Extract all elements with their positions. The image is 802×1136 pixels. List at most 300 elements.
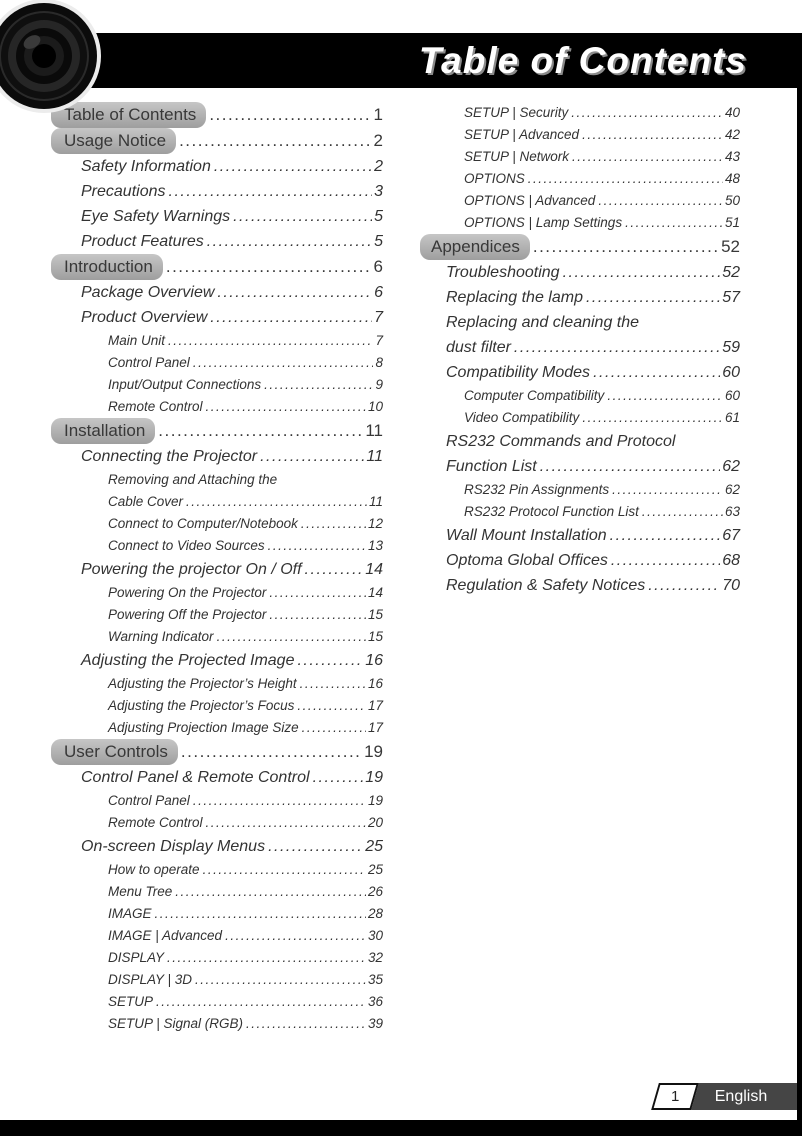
toc-entry-row bbox=[49, 374, 383, 396]
toc-entry-pill bbox=[108, 969, 192, 991]
dot-leader bbox=[214, 154, 372, 179]
toc-entry-pill bbox=[464, 212, 622, 234]
toc-entry[interactable] bbox=[49, 557, 383, 582]
toc-entry-pill bbox=[108, 513, 298, 535]
page-edge-right bbox=[797, 33, 802, 1136]
toc-entry-row bbox=[49, 812, 383, 834]
toc-entry[interactable] bbox=[420, 360, 740, 385]
toc-entry-row bbox=[420, 407, 740, 429]
toc-entry[interactable] bbox=[49, 790, 383, 812]
toc-entry-page: 25 bbox=[365, 838, 383, 855]
dot-leader bbox=[193, 352, 374, 374]
toc-entry[interactable] bbox=[49, 469, 383, 513]
toc-entry-page: 62 bbox=[722, 458, 740, 475]
dot-leader bbox=[540, 454, 720, 479]
dot-leader bbox=[156, 991, 366, 1013]
toc-entry-pill bbox=[81, 648, 294, 673]
toc-entry[interactable] bbox=[49, 418, 383, 444]
toc-entry-page: 11 bbox=[366, 448, 383, 465]
toc-entry-page: 63 bbox=[724, 504, 740, 519]
toc-entry[interactable] bbox=[49, 128, 383, 154]
toc-entry-page: 5 bbox=[374, 208, 383, 225]
dot-leader bbox=[158, 418, 363, 443]
toc-entry[interactable] bbox=[49, 812, 383, 834]
dot-leader bbox=[297, 648, 363, 673]
toc-entry-row bbox=[49, 254, 383, 280]
toc-entry-page: 7 bbox=[375, 333, 383, 348]
projector-lens-photo bbox=[0, 0, 125, 130]
toc-entry[interactable] bbox=[49, 739, 383, 765]
toc-entry-label-line1: Removing and Attaching the bbox=[108, 472, 278, 487]
toc-entry-page: 13 bbox=[367, 538, 383, 553]
toc-entry-label: Connecting the Projector bbox=[81, 448, 258, 465]
toc-entry-pill bbox=[108, 925, 222, 947]
toc-entry-row bbox=[420, 548, 740, 573]
dot-leader bbox=[175, 881, 366, 903]
dot-leader bbox=[297, 695, 366, 717]
toc-entry[interactable] bbox=[49, 204, 383, 229]
toc-entry[interactable] bbox=[49, 582, 383, 604]
toc-entry-label: Control Panel bbox=[108, 793, 190, 808]
dot-leader bbox=[168, 330, 373, 352]
footer-page-number bbox=[651, 1083, 699, 1110]
toc-entry-page: 40 bbox=[724, 105, 740, 120]
toc-entry-label: Input/Output Connections bbox=[108, 377, 262, 392]
toc-entry-page: 57 bbox=[722, 289, 740, 306]
toc-entry-pill bbox=[81, 179, 166, 204]
toc-entry[interactable] bbox=[420, 501, 740, 523]
dot-leader bbox=[225, 925, 366, 947]
toc-entry-pill bbox=[108, 790, 190, 812]
toc-entry[interactable] bbox=[420, 124, 740, 146]
toc-entry-row bbox=[420, 146, 740, 168]
toc-entry[interactable] bbox=[49, 695, 383, 717]
toc-entry-label: Adjusting the Projector’s Height bbox=[108, 676, 297, 691]
toc-entry-page: 19 bbox=[365, 769, 383, 786]
footer-language-badge: English bbox=[685, 1083, 797, 1110]
toc-entry[interactable] bbox=[49, 374, 383, 396]
toc-entry-label: IMAGE | Advanced bbox=[108, 928, 223, 943]
dot-leader bbox=[209, 102, 371, 127]
toc-entry-row bbox=[49, 179, 383, 204]
toc-entry-label: Computer Compatibility bbox=[464, 388, 605, 403]
toc-entry-label: Usage Notice bbox=[64, 131, 167, 150]
toc-entry-pill bbox=[51, 418, 155, 444]
toc-entry-label: Table of Contents bbox=[64, 105, 197, 124]
toc-entry-pill bbox=[108, 626, 214, 648]
toc-entry-pill bbox=[464, 479, 609, 501]
toc-entry-pill bbox=[420, 234, 530, 260]
toc-entry[interactable] bbox=[49, 903, 383, 925]
toc-entry-pill bbox=[51, 128, 176, 154]
toc-entry[interactable] bbox=[420, 548, 740, 573]
toc-entry-page: 5 bbox=[374, 233, 383, 250]
toc-entry-page: 15 bbox=[367, 629, 383, 644]
toc-entry[interactable] bbox=[49, 513, 383, 535]
toc-entry-label-line1: Replacing and cleaning the bbox=[446, 314, 640, 331]
dot-leader bbox=[514, 335, 720, 360]
toc-entry-row bbox=[49, 673, 383, 695]
toc-entry-row bbox=[49, 991, 383, 1013]
dot-leader bbox=[186, 491, 367, 513]
toc-entry-page: 11 bbox=[365, 421, 383, 440]
toc-entry-label: DISPLAY bbox=[108, 950, 165, 965]
toc-entry-label: Troubleshooting bbox=[446, 264, 560, 281]
toc-entry[interactable] bbox=[49, 254, 383, 280]
toc-entry[interactable] bbox=[420, 190, 740, 212]
toc-entry[interactable] bbox=[49, 626, 383, 648]
dot-leader bbox=[268, 834, 363, 859]
toc-entry-label: Connect to Video Sources bbox=[108, 538, 265, 553]
toc-entry[interactable] bbox=[49, 604, 383, 626]
toc-entry-row bbox=[420, 212, 740, 234]
toc-entry-pill bbox=[464, 501, 639, 523]
toc-entry-row bbox=[420, 523, 740, 548]
toc-entry-pill bbox=[464, 407, 579, 429]
toc-entry[interactable] bbox=[49, 991, 383, 1013]
toc-entry[interactable] bbox=[420, 212, 740, 234]
toc-entry[interactable] bbox=[420, 310, 740, 360]
toc-entry-pill bbox=[108, 947, 164, 969]
page-edge-bottom bbox=[0, 1120, 802, 1136]
toc-entry-pill bbox=[51, 739, 178, 765]
toc-entry-label: Video Compatibility bbox=[464, 410, 580, 425]
toc-entry[interactable] bbox=[49, 305, 383, 330]
toc-entry-page: 15 bbox=[367, 607, 383, 622]
toc-entry[interactable] bbox=[420, 234, 740, 260]
toc-entry-row bbox=[420, 190, 740, 212]
toc-entry-row bbox=[49, 535, 383, 557]
toc-entry-pill bbox=[81, 765, 310, 790]
toc-entry-pill bbox=[81, 154, 211, 179]
toc-entry-row bbox=[49, 717, 383, 739]
toc-entry[interactable] bbox=[49, 330, 383, 352]
toc-entry[interactable] bbox=[49, 1013, 383, 1035]
toc-entry[interactable] bbox=[49, 673, 383, 695]
toc-entry-page: 16 bbox=[367, 676, 383, 691]
dot-leader bbox=[260, 444, 364, 469]
toc-entry-label: Safety Information bbox=[81, 158, 211, 175]
dot-leader bbox=[533, 234, 719, 259]
toc-entry[interactable] bbox=[49, 280, 383, 305]
toc-entry-page: 16 bbox=[365, 652, 383, 669]
toc-entry-page: 19 bbox=[367, 793, 383, 808]
toc-entry[interactable] bbox=[49, 969, 383, 991]
toc-entry-pill bbox=[464, 190, 595, 212]
toc-entry[interactable] bbox=[420, 407, 740, 429]
toc-entry-row bbox=[49, 280, 383, 305]
toc-entry-pill bbox=[51, 254, 163, 280]
toc-entry-row bbox=[420, 479, 740, 501]
toc-entry-label: Powering the projector On / Off bbox=[81, 561, 302, 578]
toc-entry-page: 60 bbox=[722, 364, 740, 381]
toc-entry-row bbox=[420, 385, 740, 407]
toc-entry-pill bbox=[464, 168, 525, 190]
toc-entry-pill bbox=[108, 991, 153, 1013]
toc-entry-row bbox=[420, 573, 740, 598]
dot-leader bbox=[582, 124, 723, 146]
dot-leader bbox=[181, 739, 362, 764]
toc-entry-pill bbox=[108, 1013, 243, 1035]
dot-leader bbox=[607, 385, 723, 407]
toc-entry-row bbox=[49, 626, 383, 648]
toc-entry[interactable] bbox=[420, 523, 740, 548]
page-title: Table of Contents bbox=[418, 40, 747, 81]
toc-entry[interactable] bbox=[49, 834, 383, 859]
dot-leader bbox=[300, 673, 366, 695]
toc-entry-pill bbox=[81, 557, 302, 582]
toc-entry[interactable] bbox=[420, 260, 740, 285]
toc-entry-page: 3 bbox=[374, 183, 383, 200]
toc-entry-row bbox=[49, 154, 383, 179]
toc-entry[interactable] bbox=[49, 881, 383, 903]
toc-entry-pill bbox=[446, 454, 537, 479]
dot-leader bbox=[217, 280, 372, 305]
dot-leader bbox=[313, 765, 364, 790]
toc-entry-page: 43 bbox=[724, 149, 740, 164]
dot-leader bbox=[246, 1013, 366, 1035]
projector-lens-graphic bbox=[0, 0, 125, 130]
toc-entry-page: 42 bbox=[724, 127, 740, 142]
toc-entry-label: User Controls bbox=[64, 742, 168, 761]
dot-leader bbox=[593, 360, 720, 385]
toc-entry-page: 19 bbox=[364, 742, 383, 761]
toc-entry-page: 9 bbox=[375, 377, 383, 392]
footer bbox=[655, 1083, 797, 1110]
toc-entry-label: RS232 Pin Assignments bbox=[464, 482, 610, 497]
dot-leader bbox=[586, 285, 720, 310]
toc-entry[interactable] bbox=[49, 947, 383, 969]
toc-entry-row bbox=[420, 285, 740, 310]
toc-entry[interactable] bbox=[49, 717, 383, 739]
toc-entry-page: 62 bbox=[724, 482, 740, 497]
toc-columns bbox=[49, 102, 740, 1035]
toc-entry-pill bbox=[108, 352, 190, 374]
toc-entry-pill bbox=[464, 102, 568, 124]
toc-entry-row bbox=[49, 557, 383, 582]
dot-leader bbox=[572, 146, 723, 168]
toc-entry-label: Product Overview bbox=[81, 309, 208, 326]
toc-entry-page: 8 bbox=[375, 355, 383, 370]
dot-leader bbox=[582, 407, 723, 429]
toc-entry-page: 61 bbox=[724, 410, 740, 425]
toc-entry[interactable] bbox=[49, 535, 383, 557]
toc-entry[interactable] bbox=[49, 179, 383, 204]
toc-entry-pill bbox=[108, 859, 200, 881]
toc-entry-row bbox=[49, 396, 383, 418]
toc-column-right bbox=[420, 102, 740, 1035]
toc-entry-row bbox=[49, 695, 383, 717]
toc-entry-page: 20 bbox=[367, 815, 383, 830]
toc-entry[interactable] bbox=[49, 352, 383, 374]
toc-entry-pill bbox=[446, 360, 590, 385]
toc-entry-page: 32 bbox=[367, 950, 383, 965]
dot-leader bbox=[612, 479, 723, 501]
toc-entry-page: 39 bbox=[367, 1016, 383, 1031]
dot-leader bbox=[155, 903, 366, 925]
toc-entry-label: Powering On the Projector bbox=[108, 585, 267, 600]
toc-entry-pill bbox=[81, 229, 204, 254]
toc-entry-row bbox=[420, 454, 740, 479]
toc-entry-label: Menu Tree bbox=[108, 884, 173, 899]
dot-leader bbox=[610, 523, 721, 548]
toc-entry-label: SETUP | Advanced bbox=[464, 127, 580, 142]
toc-entry-page: 14 bbox=[365, 561, 383, 578]
dot-leader bbox=[269, 582, 366, 604]
toc-entry-label: Warning Indicator bbox=[108, 629, 214, 644]
toc-entry[interactable] bbox=[49, 648, 383, 673]
toc-entry-label: Adjusting the Projected Image bbox=[81, 652, 295, 669]
toc-entry-row bbox=[420, 168, 740, 190]
toc-entry-page: 17 bbox=[367, 698, 383, 713]
toc-entry[interactable] bbox=[49, 154, 383, 179]
toc-entry-pill bbox=[81, 444, 257, 469]
toc-entry[interactable] bbox=[49, 859, 383, 881]
toc-entry-page: 60 bbox=[724, 388, 740, 403]
toc-entry-row bbox=[420, 360, 740, 385]
toc-entry-label: Appendices bbox=[431, 237, 520, 256]
dot-leader bbox=[625, 212, 723, 234]
dot-leader bbox=[571, 102, 723, 124]
toc-entry-page: 7 bbox=[374, 309, 383, 326]
toc-entry-pill bbox=[464, 146, 569, 168]
toc-entry-label: Eye Safety Warnings bbox=[81, 208, 231, 225]
toc-entry-pill bbox=[108, 374, 261, 396]
toc-entry-label: Optoma Global Offices bbox=[446, 552, 608, 569]
toc-entry-row bbox=[420, 234, 740, 260]
toc-entry[interactable] bbox=[420, 285, 740, 310]
toc-entry-row bbox=[49, 947, 383, 969]
toc-entry-row bbox=[49, 969, 383, 991]
dot-leader bbox=[269, 604, 366, 626]
toc-entry-row bbox=[49, 739, 383, 765]
toc-entry[interactable] bbox=[420, 385, 740, 407]
toc-entry-row bbox=[49, 903, 383, 925]
toc-entry[interactable] bbox=[49, 229, 383, 254]
dot-leader bbox=[179, 128, 371, 153]
toc-entry[interactable] bbox=[420, 573, 740, 598]
toc-entry[interactable] bbox=[420, 146, 740, 168]
toc-entry-row bbox=[49, 834, 383, 859]
toc-entry-label: OPTIONS bbox=[464, 171, 525, 186]
dot-leader bbox=[203, 859, 366, 881]
toc-entry-pill bbox=[81, 204, 230, 229]
dot-leader bbox=[528, 168, 723, 190]
toc-entry[interactable] bbox=[49, 396, 383, 418]
toc-entry-row bbox=[49, 444, 383, 469]
toc-entry-pill bbox=[108, 903, 152, 925]
toc-entry-pill bbox=[446, 573, 645, 598]
toc-entry-row bbox=[49, 128, 383, 154]
toc-entry-page: 51 bbox=[724, 215, 740, 230]
toc-entry[interactable] bbox=[420, 168, 740, 190]
toc-entry-page: 36 bbox=[367, 994, 383, 1009]
dot-leader bbox=[217, 626, 366, 648]
toc-entry-page: 2 bbox=[373, 131, 383, 150]
dot-leader bbox=[301, 513, 366, 535]
toc-entry-pill bbox=[464, 124, 579, 146]
toc-entry-row bbox=[420, 335, 740, 360]
toc-entry-label: OPTIONS | Advanced bbox=[464, 193, 596, 208]
dot-leader bbox=[302, 717, 366, 739]
toc-entry-label: Installation bbox=[64, 421, 146, 440]
dot-leader bbox=[193, 790, 366, 812]
toc-entry-label: Introduction bbox=[64, 257, 153, 276]
toc-entry-pill bbox=[446, 260, 560, 285]
toc-entry-label: DISPLAY | 3D bbox=[108, 972, 193, 987]
toc-entry[interactable] bbox=[420, 479, 740, 501]
dot-leader bbox=[642, 501, 723, 523]
toc-entry-label: Compatibility Modes bbox=[446, 364, 591, 381]
toc-entry-label: Package Overview bbox=[81, 284, 215, 301]
toc-entry-label: Remote Control bbox=[108, 399, 203, 414]
toc-entry-pill bbox=[446, 285, 583, 310]
dot-leader bbox=[210, 305, 372, 330]
toc-entry[interactable] bbox=[49, 765, 383, 790]
toc-entry-pill bbox=[108, 491, 183, 513]
footer-page-number-text: 1 bbox=[670, 1088, 680, 1105]
toc-entry-page: 68 bbox=[722, 552, 740, 569]
toc-entry-row bbox=[49, 513, 383, 535]
toc-entry-page: 6 bbox=[373, 257, 383, 276]
toc-entry-pill bbox=[108, 812, 203, 834]
toc-entry-label: RS232 Protocol Function List bbox=[464, 504, 639, 519]
toc-entry-label: Adjusting the Projector’s Focus bbox=[108, 698, 295, 713]
toc-entry-row bbox=[420, 102, 740, 124]
toc-entry-row bbox=[49, 491, 383, 513]
toc-entry-pill bbox=[81, 280, 214, 305]
toc-entry-row bbox=[49, 790, 383, 812]
dot-leader bbox=[648, 573, 720, 598]
dot-leader bbox=[166, 254, 372, 279]
toc-entry-row bbox=[420, 260, 740, 285]
toc-entry-page: 11 bbox=[368, 494, 383, 509]
toc-entry[interactable] bbox=[49, 444, 383, 469]
toc-entry-pill bbox=[81, 305, 207, 330]
toc-entry-label: SETUP bbox=[108, 994, 154, 1009]
toc-entry[interactable] bbox=[420, 102, 740, 124]
toc-entry-row bbox=[49, 330, 383, 352]
toc-entry-page: 52 bbox=[722, 264, 740, 281]
toc-entry-page: 2 bbox=[374, 158, 383, 175]
toc-entry-page: 25 bbox=[367, 862, 383, 877]
toc-entry-pill bbox=[108, 717, 299, 739]
toc-entry-label: Regulation & Safety Notices bbox=[446, 577, 646, 594]
toc-entry-label: Replacing the lamp bbox=[446, 289, 583, 306]
toc-entry-label: dust filter bbox=[446, 339, 511, 356]
toc-entry-row bbox=[49, 1013, 383, 1035]
toc-entry-row bbox=[49, 859, 383, 881]
toc-entry-page: 10 bbox=[367, 399, 383, 414]
toc-entry-page: 30 bbox=[367, 928, 383, 943]
toc-entry-label: IMAGE bbox=[108, 906, 152, 921]
toc-entry-page: 59 bbox=[722, 339, 740, 356]
toc-entry-label: Control Panel & Remote Control bbox=[81, 769, 310, 786]
toc-entry[interactable] bbox=[49, 925, 383, 947]
toc-entry-row bbox=[420, 124, 740, 146]
toc-entry-label: How to operate bbox=[108, 862, 200, 877]
toc-entry-page: 1 bbox=[373, 105, 383, 124]
toc-entry-label-line1: RS232 Commands and Protocol bbox=[446, 433, 676, 450]
dot-leader bbox=[195, 969, 366, 991]
toc-entry-label: Control Panel bbox=[108, 355, 190, 370]
toc-entry-label: SETUP | Network bbox=[464, 149, 570, 164]
toc-entry-label: Adjusting Projection Image Size bbox=[108, 720, 299, 735]
toc-entry-row bbox=[49, 204, 383, 229]
toc-entry[interactable] bbox=[420, 429, 740, 479]
toc-entry-label: On-screen Display Menus bbox=[81, 838, 266, 855]
dot-leader bbox=[233, 204, 372, 229]
